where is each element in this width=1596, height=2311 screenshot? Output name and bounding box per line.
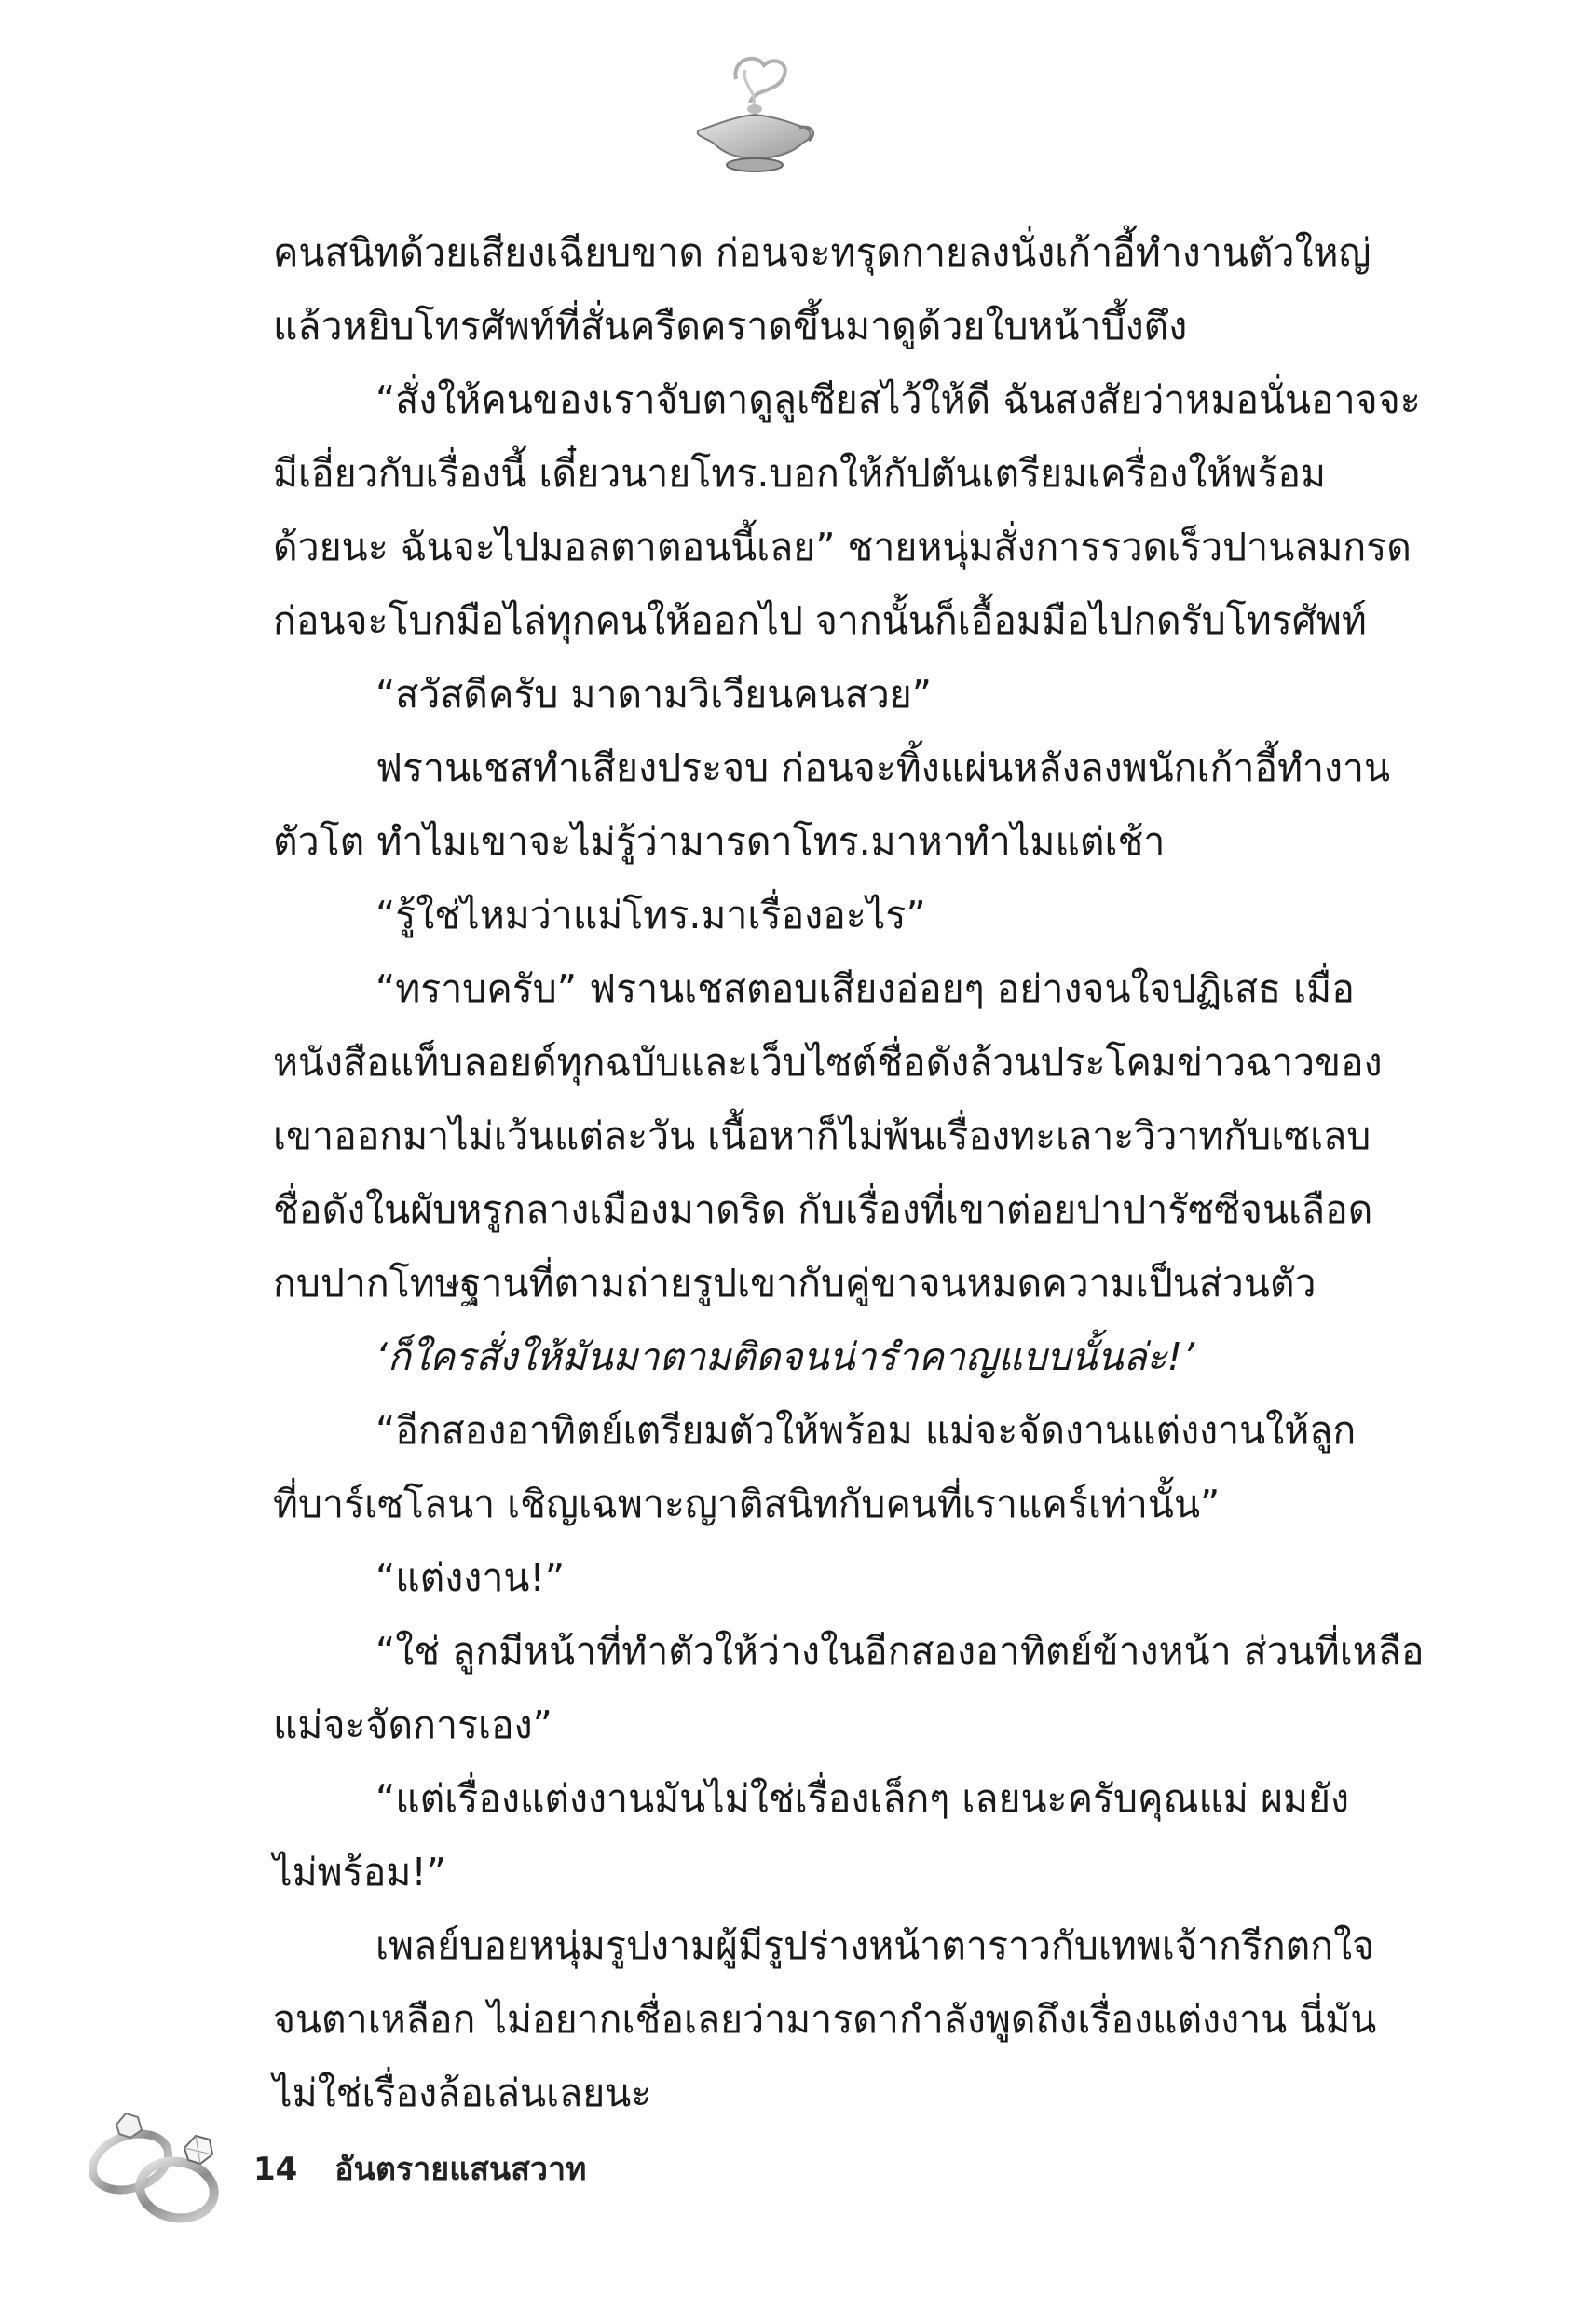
text-line: แล้วหยิบโทรศัพท์ที่สั่นครืดคราดขึ้นมาดูด้วยใบหน้าบึ้งตึง xyxy=(273,304,1188,349)
text-line: ด้วยนะ ฉันจะไปมอลตาตอนนี้เลย” ชายหนุ่มสั่งการรวดเร็วปานลมกรด xyxy=(273,525,1412,569)
text-line: คนสนิทด้วยเสียงเฉียบขาด ก่อนจะทรุดกายลงนั่งเก้าอี้ทำงานตัวใหญ่ xyxy=(273,230,1371,275)
text-line: “สั่งให้คนของเราจับตาดูลูเซียสไว้ให้ดี ฉันสงสัยว่าหมอนั่นอาจจะ xyxy=(375,377,1421,422)
text-line: ‘ก็ใครสั่งให้มันมาตามติดจนน่ารำคาญแบบนั้นล่ะ!’ xyxy=(375,1334,1195,1379)
page-footer xyxy=(253,2143,586,2194)
text-line: เพลย์บอยหนุ่มรูปงามผู้มีรูปร่างหน้าตาราวกับเทพเจ้ากรีกตกใจ xyxy=(375,1923,1375,1968)
text-line: “รู้ใช่ไหมว่าแม่โทร.มาเรื่องอะไร” xyxy=(375,893,926,937)
text-line: “แต่งงาน!” xyxy=(375,1555,566,1600)
page-number: 14 xyxy=(253,2151,298,2188)
text-line: ตัวโต ทำไมเขาจะไม่รู้ว่ามารดาโทร.มาหาทำไมแต่เช้า xyxy=(273,819,1166,864)
text-line: ไม่ใช่เรื่องล้อเล่นเลยนะ xyxy=(273,2071,652,2115)
text-line: แม่จะจัดการเอง” xyxy=(273,1702,552,1747)
text-line: ฟรานเชสทำเสียงประจบ ก่อนจะทิ้งแผ่นหลังลงพนักเก้าอี้ทำงาน xyxy=(375,745,1391,790)
text-line: “ใช่ ลูกมีหน้าที่ทำตัวให้ว่างในอีกสองอาทิตย์ข้างหน้า ส่วนที่เหลือ xyxy=(375,1629,1425,1674)
text-line: “ทราบครับ” ฟรานเชสตอบเสียงอ่อยๆ อย่างจนใจปฏิเสธ เมื่อ xyxy=(375,966,1355,1011)
book-title: อันตรายแสนสวาท xyxy=(334,2151,587,2188)
text-line: “สวัสดีครับ มาดามวิเวียนคนสวย” xyxy=(375,672,933,717)
text-line: จนตาเหลือก ไม่อยากเชื่อเลยว่ามารดากำลังพูดถึงเรื่องแต่งงาน นี่มัน xyxy=(273,1997,1377,2042)
text-line: ไม่พร้อม!” xyxy=(273,1850,447,1894)
text-line: มีเอี่ยวกับเรื่องนี้ เดี๋ยวนายโทร.บอกให้กัปตันเตรียมเครื่องให้พร้อม xyxy=(273,451,1326,496)
text-line: กบปากโทษฐานที่ตามถ่ายรูปเขากับคู่ขาจนหมดความเป็นส่วนตัว xyxy=(273,1261,1316,1306)
text-line: เขาออกมาไม่เว้นแต่ละวัน เนื้อหาก็ไม่พ้นเรื่องทะเลาะวิวาทกับเซเลบ xyxy=(273,1114,1371,1158)
text-line: ก่อนจะโบกมือไล่ทุกคนให้ออกไป จากนั้นก็เอื้อมมือไปกดรับโทรศัพท์ xyxy=(273,598,1367,643)
diamond-rings-icon xyxy=(65,2097,242,2236)
genie-lamp-icon xyxy=(680,51,820,182)
text-line: ที่บาร์เซโลนา เชิญเฉพาะญาติสนิทกับคนที่เราแคร์เท่านั้น” xyxy=(273,1482,1221,1526)
text-line: “แต่เรื่องแต่งงานมันไม่ใช่เรื่องเล็กๆ เลยนะครับคุณแม่ ผมยัง xyxy=(375,1776,1350,1821)
body-text xyxy=(273,216,1425,2130)
text-line: ชื่อดังในผับหรูกลางเมืองมาดริด กับเรื่องที่เขาต่อยปาปารัซซีจนเลือด xyxy=(273,1187,1373,1232)
text-line: หนังสือแท็บลอยด์ทุกฉบับและเว็บไซต์ชื่อดังล้วนประโคมข่าวฉาวของ xyxy=(273,1040,1383,1085)
text-line: “อีกสองอาทิตย์เตรียมตัวให้พร้อม แม่จะจัดงานแต่งงานให้ลูก xyxy=(375,1408,1357,1453)
